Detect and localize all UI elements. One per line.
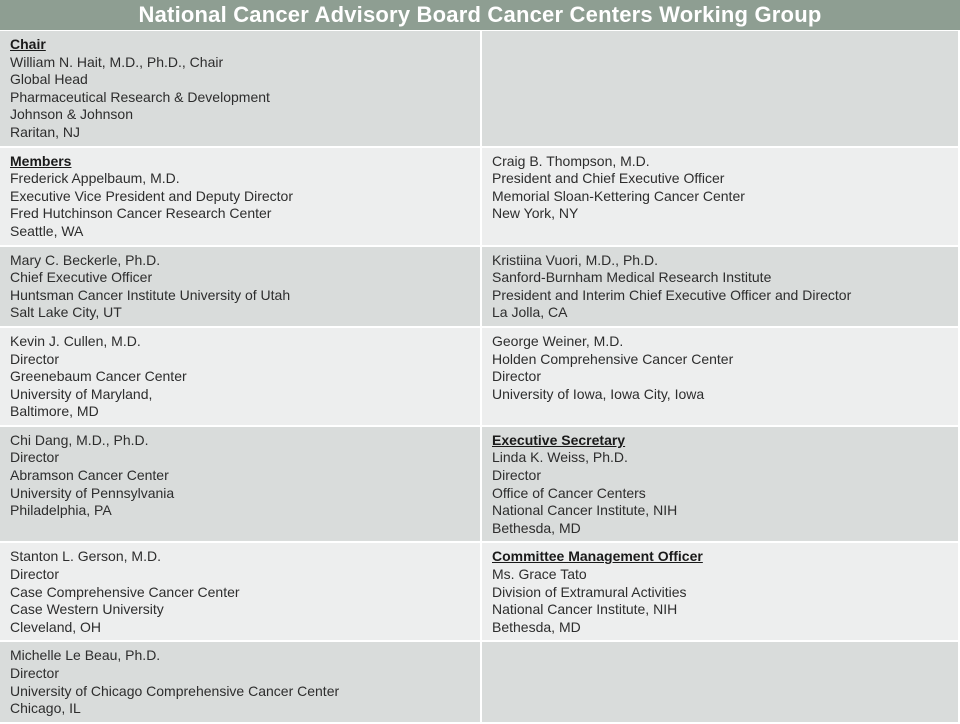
- member-detail-line: Director: [10, 665, 60, 681]
- member-detail-line: Office of Cancer Centers: [492, 484, 646, 501]
- member-name: Mary C. Beckerle, Ph.D.: [10, 251, 161, 268]
- left-member-cell: [0, 641, 481, 722]
- member-name: Stanton L. Gerson, M.D.: [10, 548, 161, 565]
- right-member-cell: [481, 31, 959, 147]
- table-row: [0, 246, 959, 327]
- member-detail-line: Executive Vice President and Deputy Director: [10, 187, 293, 204]
- member-detail-line: Salt Lake City, UT: [10, 304, 122, 321]
- member-name: Michelle Le Beau, Ph.D.: [10, 647, 161, 664]
- right-member-cell: [481, 641, 959, 722]
- left-member-cell: [0, 246, 481, 327]
- member-detail-line: Huntsman Cancer Institute University of Utah: [10, 286, 291, 303]
- member-detail-line: Director: [492, 467, 542, 484]
- members-table: [0, 31, 960, 724]
- member-detail-line: Baltimore, MD: [10, 403, 99, 420]
- member-detail-line: Cleveland, OH: [10, 618, 102, 635]
- member-name: Kevin J. Cullen, M.D.: [10, 332, 141, 349]
- member-detail-line: La Jolla, CA: [492, 304, 568, 321]
- member-detail-line: Case Comprehensive Cancer Center: [10, 583, 240, 600]
- section-heading: Executive Secretary: [492, 431, 626, 448]
- member-detail-line: National Cancer Institute, NIH: [492, 601, 678, 618]
- member-detail-line: Division of Extramural Activities: [492, 583, 687, 600]
- member-detail-line: Director: [10, 566, 60, 583]
- table-row: [0, 31, 959, 147]
- member-detail-line: Philadelphia, PA: [10, 502, 112, 519]
- member-detail-line: University of Iowa, Iowa City, Iowa: [492, 385, 705, 402]
- member-detail-line: Abramson Cancer Center: [10, 467, 169, 484]
- member-detail-line: Raritan, NJ: [10, 123, 81, 140]
- right-member-cell: [481, 542, 959, 641]
- title-bar: [0, 0, 960, 30]
- member-name: Frederick Appelbaum, M.D.: [10, 170, 180, 187]
- left-member-cell: [0, 31, 481, 147]
- member-detail-line: Seattle, WA: [10, 222, 84, 239]
- member-name: Chi Dang, M.D., Ph.D.: [10, 431, 149, 448]
- section-heading: Committee Management Officer: [492, 548, 703, 565]
- member-detail-line: Global Head: [10, 71, 88, 88]
- table-row: [0, 641, 959, 722]
- table-row: [0, 327, 959, 426]
- table-row: [0, 147, 959, 246]
- member-detail-line: University of Chicago Comprehensive Cancer Center: [10, 682, 340, 699]
- member-detail-line: Bethesda, MD: [492, 519, 581, 536]
- member-detail-line: Case Western University: [10, 601, 164, 618]
- members-table-body: [0, 31, 959, 723]
- member-name: Craig B. Thompson, M.D.: [492, 152, 650, 169]
- member-detail-line: New York, NY: [492, 205, 579, 222]
- table-row: [0, 542, 959, 641]
- member-detail-line: University of Maryland,: [10, 385, 153, 402]
- member-detail-line: Greenebaum Cancer Center: [10, 368, 187, 385]
- member-detail-line: Bethesda, MD: [492, 618, 581, 635]
- left-member-cell: [0, 542, 481, 641]
- left-member-cell: [0, 426, 481, 543]
- member-detail-line: University of Pennsylvania: [10, 484, 175, 501]
- member-detail-line: President and Chief Executive Officer: [492, 170, 725, 187]
- section-heading: Chair: [10, 36, 46, 52]
- right-member-cell: [481, 246, 959, 327]
- member-detail-line: Sanford-Burnham Medical Research Institute: [492, 269, 772, 286]
- member-detail-line: National Cancer Institute, NIH: [492, 502, 678, 519]
- left-member-cell: [0, 147, 481, 246]
- table-row: [0, 426, 959, 543]
- right-member-cell: [481, 147, 959, 246]
- member-detail-line: Chief Executive Officer: [10, 269, 153, 286]
- member-name: George Weiner, M.D.: [492, 332, 624, 349]
- member-name: Kristiina Vuori, M.D., Ph.D.: [492, 251, 658, 268]
- member-detail-line: Chicago, IL: [10, 700, 81, 717]
- member-detail-line: President and Interim Chief Executive Officer and Director: [492, 286, 852, 303]
- member-detail-line: Director: [10, 350, 60, 367]
- page-title: National Cancer Advisory Board Cancer Centers Working Group: [138, 2, 822, 27]
- section-heading: Members: [10, 152, 72, 169]
- member-name: Ms. Grace Tato: [492, 566, 587, 583]
- right-member-cell: [481, 327, 959, 426]
- member-detail-line: Pharmaceutical Research & Development: [10, 88, 270, 105]
- member-name: Linda K. Weiss, Ph.D.: [492, 449, 628, 466]
- member-detail-line: Holden Comprehensive Cancer Center: [492, 350, 734, 367]
- left-member-cell: [0, 327, 481, 426]
- right-member-cell: [481, 426, 959, 543]
- member-detail-line: Johnson & Johnson: [10, 106, 133, 123]
- member-detail-line: Fred Hutchinson Cancer Research Center: [10, 205, 272, 222]
- member-detail-line: Memorial Sloan-Kettering Cancer Center: [492, 187, 745, 204]
- member-detail-line: Director: [492, 368, 542, 385]
- member-detail-line: Director: [10, 449, 60, 466]
- member-name: William N. Hait, M.D., Ph.D., Chair: [10, 53, 224, 70]
